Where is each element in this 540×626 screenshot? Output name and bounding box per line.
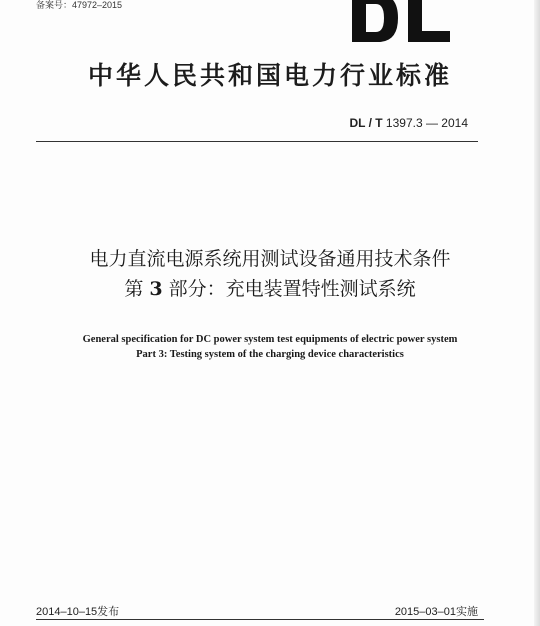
title-zh-line2 bbox=[0, 274, 540, 304]
header-divider bbox=[36, 141, 478, 142]
document-title-en bbox=[0, 332, 540, 362]
issue-date: 2014–10–15发布 bbox=[36, 606, 120, 618]
title-en-line2: Part 3: Testing system of the charging device characteristics bbox=[136, 349, 404, 360]
dl-logo-icon bbox=[348, 0, 456, 44]
implementation-date: 2015–03–01实施 bbox=[394, 606, 478, 618]
title-zh-part-number: 3 bbox=[149, 278, 163, 300]
title-en-line1: General specification for DC power system test equipments of electric power system bbox=[82, 334, 458, 345]
filing-number: 备案号：47972–2015 bbox=[36, 0, 123, 10]
title-zh-line1: 电力直流电源系统用测试设备通用技术条件 bbox=[89, 248, 451, 270]
standard-number-prefix: DL / T bbox=[349, 116, 383, 130]
standard-category-title: 中华人民共和国电力行业标准 bbox=[87, 61, 452, 90]
title-zh-line2-prefix: 第 bbox=[124, 278, 150, 300]
footer-divider bbox=[36, 619, 484, 620]
standard-number-rest: 1397.3 — 2014 bbox=[382, 116, 468, 130]
page-edge-shadow bbox=[534, 0, 540, 626]
title-zh-line2-suffix: 部分：充电装置特性测试系统 bbox=[162, 278, 416, 300]
document-title-zh bbox=[0, 244, 540, 304]
dl-logo bbox=[348, 0, 456, 44]
standard-number bbox=[349, 116, 468, 130]
